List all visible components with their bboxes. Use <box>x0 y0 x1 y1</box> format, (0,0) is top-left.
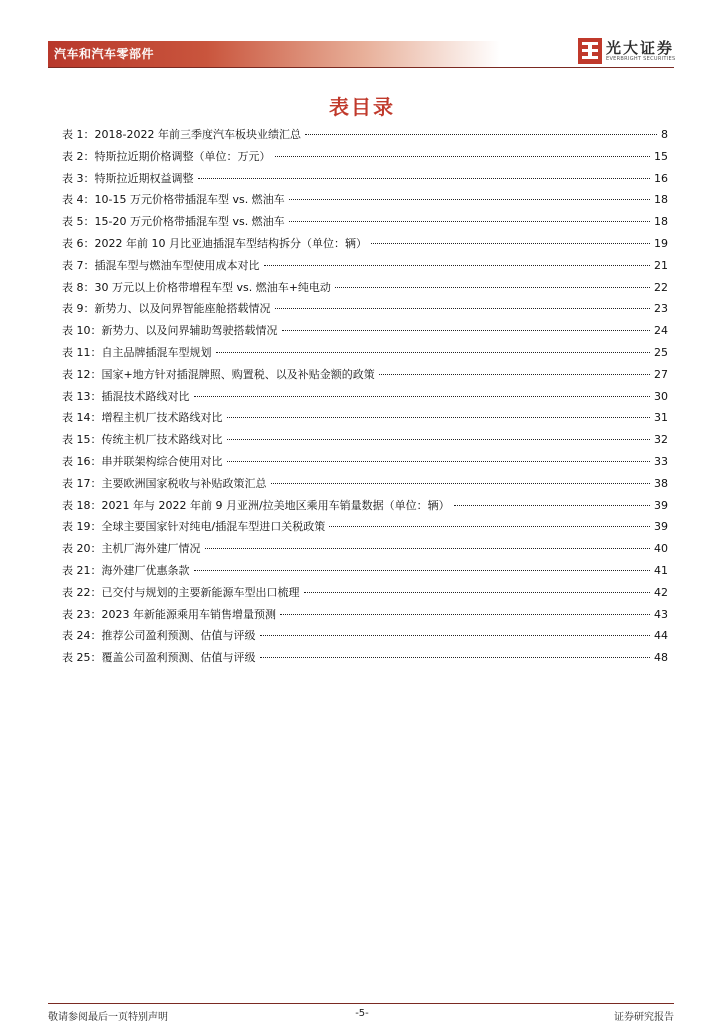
toc-entry-page: 25 <box>654 345 668 359</box>
toc-entry[interactable] <box>62 518 668 540</box>
toc-dot-leader <box>289 220 650 222</box>
toc-entry-label: 表 4：10-15 万元价格带插混车型 vs. 燃油车 <box>62 193 285 207</box>
brand-subtitle: EVERBRIGHT SECURITIES <box>606 56 676 62</box>
toc-entry[interactable] <box>62 649 668 671</box>
toc-entry[interactable] <box>62 279 668 301</box>
toc-entry-page: 16 <box>654 171 668 185</box>
toc-entry[interactable] <box>62 584 668 606</box>
toc-dot-leader <box>289 198 650 200</box>
footer-disclaimer: 敬请参阅最后一页特别声明 <box>48 1012 168 1023</box>
brand-logo <box>578 37 674 65</box>
toc-dot-leader <box>271 482 651 484</box>
toc-entry[interactable] <box>62 540 668 562</box>
toc-entry[interactable] <box>62 497 668 519</box>
toc-dot-leader <box>454 504 650 506</box>
toc-dot-leader <box>335 286 650 288</box>
toc-dot-leader <box>305 133 657 135</box>
toc-entry-page: 27 <box>654 367 668 381</box>
toc-dot-leader <box>264 264 651 266</box>
toc-dot-leader <box>216 351 651 353</box>
toc-entry-label: 表 13：插混技术路线对比 <box>62 389 190 403</box>
toc-entry-label: 表 12：国家+地方针对插混牌照、购置税、以及补贴金额的政策 <box>62 367 375 381</box>
toc-entry[interactable] <box>62 322 668 344</box>
toc-entry-page: 43 <box>654 607 668 621</box>
toc-entry-page: 39 <box>654 498 668 512</box>
toc-dot-leader <box>194 395 651 397</box>
toc-entry-label: 表 7：插混车型与燃油车型使用成本对比 <box>62 258 260 272</box>
toc-dot-leader <box>227 438 651 440</box>
toc-entry[interactable] <box>62 606 668 628</box>
toc-entry-page: 39 <box>654 520 668 534</box>
toc-entry[interactable] <box>62 627 668 649</box>
toc-entry-label: 表 5：15-20 万元价格带插混车型 vs. 燃油车 <box>62 215 285 229</box>
toc-entry-page: 48 <box>654 651 668 665</box>
toc-dot-leader <box>275 307 651 309</box>
toc-entry[interactable] <box>62 257 668 279</box>
toc-entry-label: 表 14：增程主机厂技术路线对比 <box>62 411 223 425</box>
toc-entry-page: 41 <box>654 563 668 577</box>
toc-entry-page: 24 <box>654 324 668 338</box>
toc-entry-label: 表 24：推荐公司盈利预测、估值与评级 <box>62 629 256 643</box>
toc-entry[interactable] <box>62 213 668 235</box>
toc-entry-label: 表 19：全球主要国家针对纯电/插混车型进口关税政策 <box>62 520 326 534</box>
toc-dot-leader <box>275 155 651 157</box>
toc-entry-label: 表 11：自主品牌插混车型规划 <box>62 345 212 359</box>
toc-entry-label: 表 2：特斯拉近期价格调整（单位：万元） <box>62 149 271 163</box>
toc-dot-leader <box>227 460 651 462</box>
toc-entry-label: 表 18：2021 年与 2022 年前 9 月亚洲/拉美地区乘用车销量数据（单位：辆） <box>62 498 450 512</box>
toc-entry[interactable] <box>62 300 668 322</box>
toc-entry-label: 表 8：30 万元以上价格带增程车型 vs. 燃油车+纯电动 <box>62 280 331 294</box>
toc-entry[interactable] <box>62 235 668 257</box>
toc-dot-leader <box>304 591 651 593</box>
toc-entry[interactable] <box>62 148 668 170</box>
toc-entry-page: 31 <box>654 411 668 425</box>
toc-dot-leader <box>194 569 651 571</box>
toc-dot-leader <box>260 634 651 636</box>
toc-entry-label: 表 15：传统主机厂技术路线对比 <box>62 433 223 447</box>
toc-entry-page: 22 <box>654 280 668 294</box>
toc-entry-page: 32 <box>654 433 668 447</box>
toc-entry[interactable] <box>62 388 668 410</box>
section-title: 汽车和汽车零部件 <box>54 47 155 61</box>
toc-title: 表目录 <box>329 95 395 119</box>
toc-entry-page: 33 <box>654 454 668 468</box>
toc-dot-leader <box>205 547 651 549</box>
toc-entry[interactable] <box>62 475 668 497</box>
toc-entry[interactable] <box>62 191 668 213</box>
brand-logo-icon <box>578 38 602 64</box>
toc-entry-label: 表 3：特斯拉近期权益调整 <box>62 171 194 185</box>
toc-entry-page: 42 <box>654 585 668 599</box>
toc-entry-page: 40 <box>654 542 668 556</box>
toc-dot-leader <box>280 613 650 615</box>
toc-entry-page: 8 <box>661 128 668 141</box>
brand-name: 光大证券 <box>606 39 675 57</box>
toc-entry-label: 表 21：海外建厂优惠条款 <box>62 563 190 577</box>
toc-entry-label: 表 25：覆盖公司盈利预测、估值与评级 <box>62 651 256 665</box>
toc-entry-label: 表 22：已交付与规划的主要新能源车型出口梳理 <box>62 585 300 599</box>
toc-entry-page: 15 <box>654 149 668 163</box>
toc-entry-page: 18 <box>654 215 668 229</box>
toc-entry[interactable] <box>62 126 668 148</box>
toc-entry[interactable] <box>62 562 668 584</box>
toc-entry-page: 19 <box>654 236 668 250</box>
toc-entry[interactable] <box>62 409 668 431</box>
footer-divider <box>48 1003 674 1004</box>
toc-entry[interactable] <box>62 170 668 192</box>
toc-entry-page: 38 <box>654 476 668 490</box>
toc-entry-label: 表 9：新势力、以及问界智能座舱搭载情况 <box>62 302 271 316</box>
toc-entry-label: 表 20：主机厂海外建厂情况 <box>62 542 201 556</box>
page-number: -5- <box>355 1008 369 1019</box>
toc-entry-label: 表 23：2023 年新能源乘用车销售增量预测 <box>62 607 276 621</box>
toc-dot-leader <box>198 177 651 179</box>
toc-entry-label: 表 1：2018-2022 年前三季度汽车板块业绩汇总 <box>62 128 301 141</box>
report-type: 证券研究报告 <box>614 1012 674 1023</box>
toc-dot-leader <box>371 242 650 244</box>
toc-entry[interactable] <box>62 453 668 475</box>
toc-entry[interactable] <box>62 431 668 453</box>
toc-dot-leader <box>260 656 651 658</box>
toc-entry[interactable] <box>62 344 668 366</box>
toc-entry-page: 23 <box>654 302 668 316</box>
header-divider <box>48 67 674 68</box>
toc-entry-label: 表 6：2022 年前 10 月比亚迪插混车型结构拆分（单位：辆） <box>62 236 367 250</box>
toc-dot-leader <box>329 525 650 527</box>
toc-dot-leader <box>282 329 651 331</box>
toc-entry[interactable] <box>62 366 668 388</box>
toc-dot-leader <box>379 373 650 375</box>
toc-entry-label: 表 10：新势力、以及问界辅助驾驶搭载情况 <box>62 324 278 338</box>
toc-entry-page: 30 <box>654 389 668 403</box>
toc-entry-page: 44 <box>654 629 668 643</box>
toc-entry-page: 18 <box>654 193 668 207</box>
toc-entry-page: 21 <box>654 258 668 272</box>
toc-dot-leader <box>227 416 651 418</box>
toc-entry-label: 表 16：串并联架构综合使用对比 <box>62 454 223 468</box>
toc-list <box>62 126 668 671</box>
toc-entry-label: 表 17：主要欧洲国家税收与补贴政策汇总 <box>62 476 267 490</box>
